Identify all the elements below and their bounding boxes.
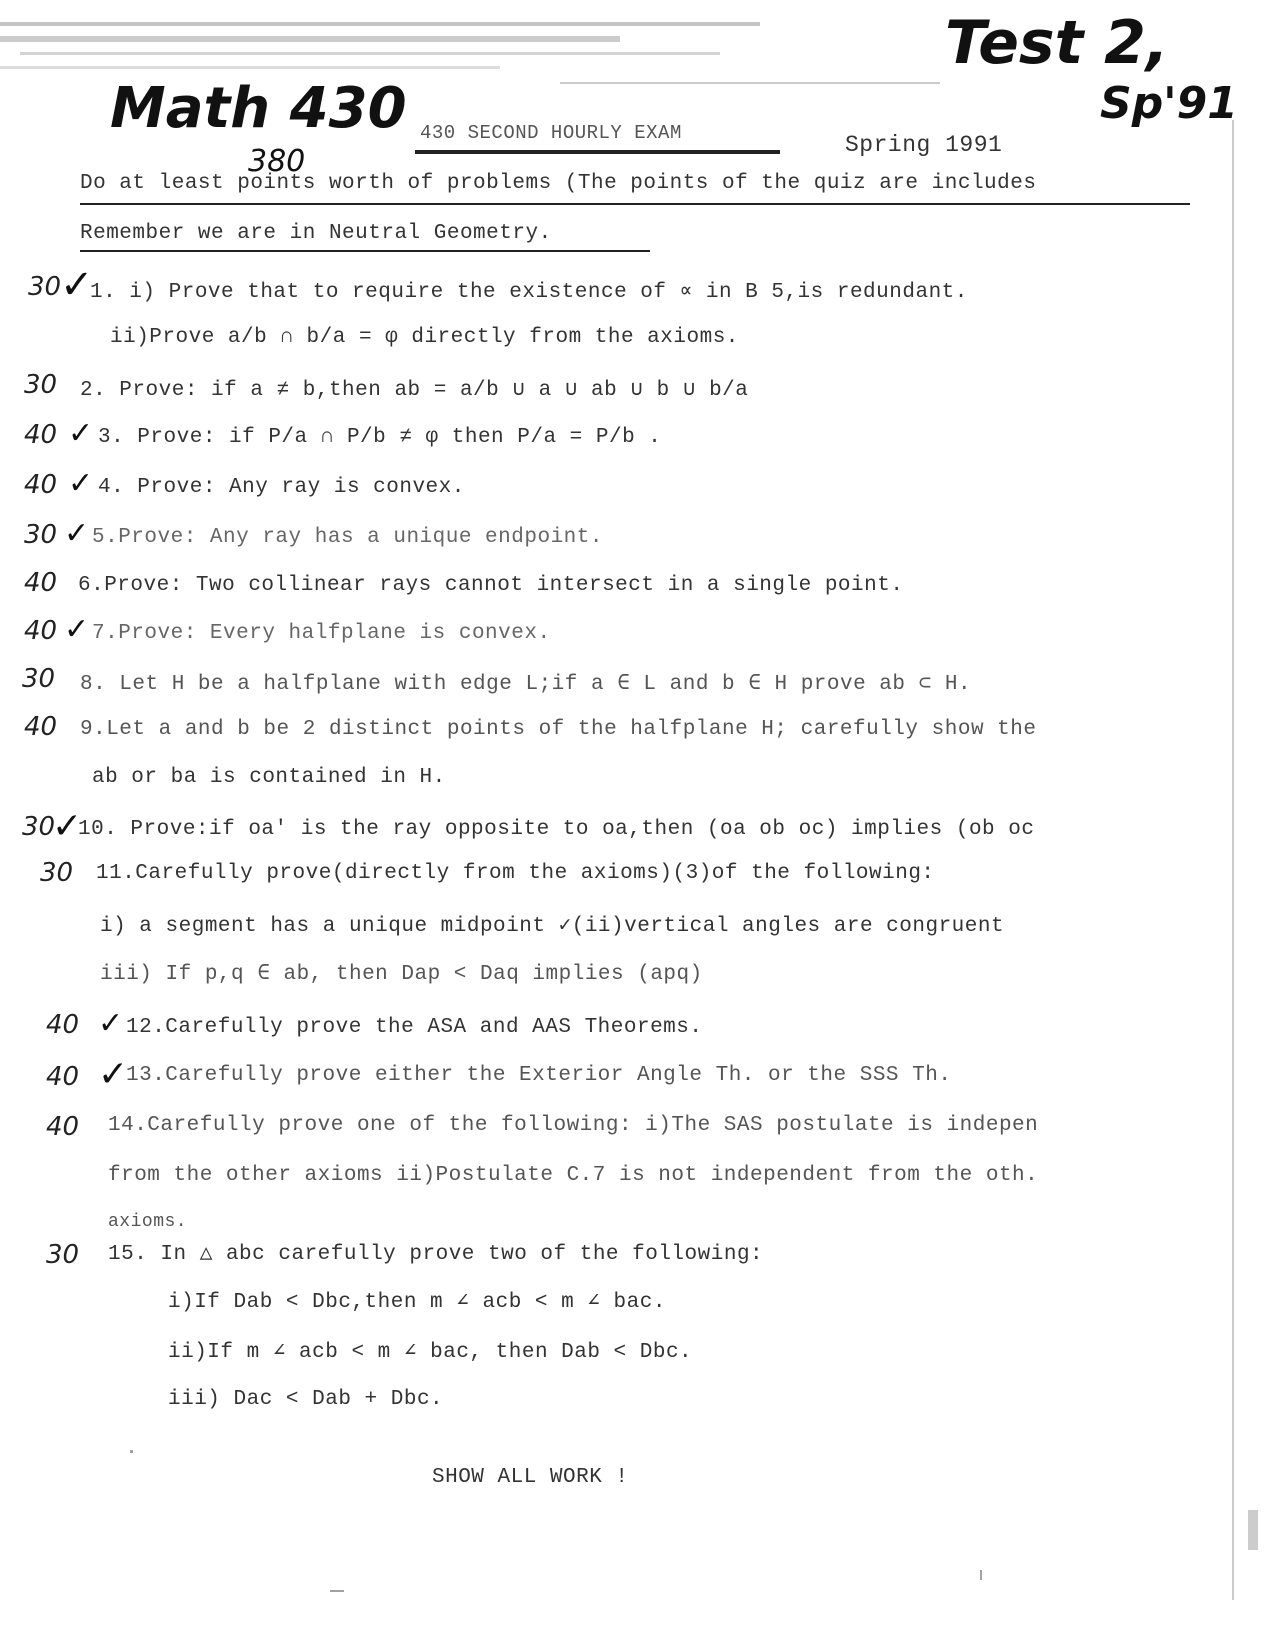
problem-points: 30: [24, 520, 58, 550]
problem-3-line1: 3. Prove: if P/a ∩ P/b ≠ φ then P/a = P/b .: [98, 426, 662, 449]
points-required-handwritten: 380: [248, 144, 306, 179]
problem-15-line1: 15. In △ abc carefully prove two of the following:: [108, 1243, 764, 1266]
problem-15-line2: i)If Dab < Dbc,then m ∠ acb < m ∠ bac.: [168, 1291, 666, 1314]
scan-noise: [20, 52, 720, 55]
semester: Spring 1991: [845, 132, 1003, 158]
instructions-line1: Do at least points worth of problems (The points of the quiz are includes: [80, 172, 1037, 195]
problem-13-line1: 13.Carefully prove either the Exterior Angle Th. or the SSS Th.: [126, 1064, 952, 1087]
course-handwritten: Math 430: [110, 76, 407, 141]
problem-points: 40: [24, 568, 58, 598]
problem-points: 40: [24, 712, 58, 742]
problem-8-line1: 8. Let H be a halfplane with edge L;if a ∈ L and b ∈ H prove ab ⊂ H.: [80, 673, 972, 696]
problem-1-line2: ii)Prove a/b ∩ b/a = φ directly from the axioms.: [110, 326, 739, 349]
problem-11-line1: 11.Carefully prove(directly from the axioms)(3)of the following:: [96, 862, 935, 885]
problem-2-line1: 2. Prove: if a ≠ b,then ab = a/b ∪ a ∪ ab ∪ b ∪ b/a: [80, 379, 749, 402]
title-underline: [415, 150, 780, 154]
problem-11-line3: iii) If p,q ∈ ab, then Dap < Daq implies (apq): [100, 963, 703, 986]
exam-title: 430 SECOND HOURLY EXAM: [420, 122, 682, 144]
problem-points: 40: [46, 1062, 80, 1092]
instructions-underline: [80, 203, 1190, 205]
problem-12-line1: 12.Carefully prove the ASA and AAS Theorems.: [126, 1016, 703, 1039]
scan-noise: [0, 66, 500, 69]
problem-15-line4: iii) Dac < Dab + Dbc.: [168, 1388, 444, 1411]
problem-points: 30: [40, 858, 74, 888]
problem-points: 40: [24, 470, 58, 500]
scan-noise: [0, 36, 620, 42]
problem-14-line1: 14.Carefully prove one of the following: i)The SAS postulate is indepen: [108, 1114, 1039, 1137]
problem-6-line1: 6.Prove: Two collinear rays cannot intersect in a single point.: [78, 574, 904, 597]
problem-14-line3: axioms.: [108, 1212, 188, 1232]
check-mark: ✓: [64, 612, 90, 647]
problem-14-line2: from the other axioms ii)Postulate C.7 is not independent from the oth.: [108, 1164, 1039, 1187]
instructions2-underline: [80, 250, 650, 252]
check-mark: ✓: [68, 466, 94, 501]
scan-speck: [330, 1590, 344, 1592]
problem-points: 30: [24, 370, 58, 400]
problem-11-line2: i) a segment has a unique midpoint ✓(ii)vertical angles are congruent: [100, 915, 1005, 938]
problem-points: 30: [28, 272, 62, 302]
check-mark: ✓: [98, 1054, 129, 1095]
problem-15-line3: ii)If m ∠ acb < m ∠ bac, then Dab < Dbc.: [168, 1341, 693, 1364]
problem-points: 40: [24, 616, 58, 646]
problem-9-line2: ab or ba is contained in H.: [92, 766, 446, 789]
problem-points: 30: [46, 1240, 80, 1270]
scan-speck: [980, 1570, 982, 1580]
scan-margin-streak: [1232, 120, 1234, 1600]
scan-speck: [1248, 1510, 1258, 1550]
problem-points: 30: [22, 664, 56, 694]
problem-9-line1: 9.Let a and b be 2 distinct points of the halfplane H; carefully show the: [80, 718, 1037, 741]
test-number-handwritten: Test 2,: [945, 8, 1169, 78]
check-mark: ✓: [52, 806, 83, 847]
problem-4-line1: 4. Prove: Any ray is convex.: [98, 476, 465, 499]
show-all-work: SHOW ALL WORK !: [432, 1466, 629, 1489]
check-mark: ✓: [98, 1006, 124, 1041]
check-mark: ✓: [64, 516, 90, 551]
problem-7-line1: 7.Prove: Every halfplane is convex.: [92, 622, 551, 645]
scan-noise: [560, 82, 940, 84]
problem-5-line1: 5.Prove: Any ray has a unique endpoint.: [92, 526, 603, 549]
instructions-line2: Remember we are in Neutral Geometry.: [80, 222, 552, 245]
problem-10-line1: 10. Prove:if oa' is the ray opposite to oa,then (oa ob oc) implies (ob oc: [78, 818, 1035, 841]
check-mark: ✓: [60, 262, 94, 308]
problem-1-line1: 1. i) Prove that to require the existence of ∝ in B 5,is redundant.: [90, 281, 968, 304]
problem-points: 30: [22, 812, 56, 842]
scan-speck: [130, 1450, 133, 1453]
problem-points: 40: [46, 1010, 80, 1040]
term-handwritten: Sp'91: [1100, 78, 1238, 129]
problem-points: 40: [46, 1112, 80, 1142]
scan-noise: [0, 22, 760, 26]
check-mark: ✓: [68, 416, 94, 451]
problem-points: 40: [24, 420, 58, 450]
